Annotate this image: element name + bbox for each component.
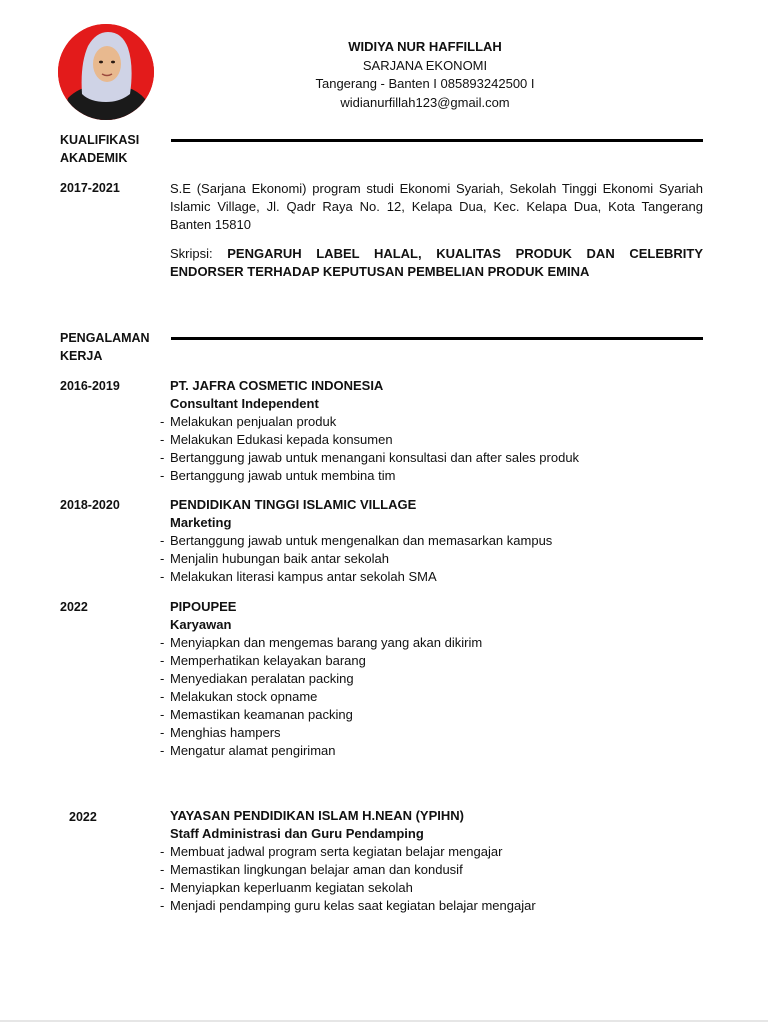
task-item: - Menyiapkan dan mengemas barang yang akan dikirim: [160, 635, 483, 650]
task-item: - Melakukan penjualan produk: [160, 414, 337, 429]
education-heading: KUALIFIKASI AKADEMIK: [60, 133, 140, 165]
task-item: - Menghias hampers: [160, 725, 281, 740]
task-item: - Memastikan lingkungan belajar aman dan kondusif: [160, 862, 463, 877]
job-year: 2022: [60, 600, 88, 614]
task-item: - Menjalin hubungan baik antar sekolah: [160, 551, 389, 566]
education-description: S.E (Sarjana Ekonomi) program studi Ekonomi Syariah, Sekolah Tinggi Ekonomi Syariah Islamic Village, Jl. Qadr Raya No. 12, Kelapa Dua, Kec. Kelapa Dua, Kota Tangerang Banten 15810: [170, 181, 703, 232]
task-item: - Memastikan keamanan packing: [160, 707, 353, 722]
task-item: - Bertanggung jawab untuk mengenalkan dan memasarkan kampus: [160, 533, 553, 548]
experience-rule: [171, 337, 703, 340]
job-org: YAYASAN PENDIDIKAN ISLAM H.NEAN (YPIHN): [170, 808, 464, 823]
resume-header: [240, 38, 610, 112]
job-year: 2022: [69, 810, 97, 824]
applicant-degree: SARJANA EKONOMI: [362, 57, 488, 73]
task-item: - Melakukan stock opname: [160, 689, 318, 704]
education-year: 2017-2021: [60, 181, 120, 195]
job-role: Staff Administrasi dan Guru Pendamping: [170, 826, 424, 841]
job-org: PT. JAFRA COSMETIC INDONESIA: [170, 378, 384, 393]
applicant-name: WIDIYA NUR HAFFILLAH: [348, 39, 502, 54]
thesis-label: Skripsi:: [170, 246, 228, 261]
job-role: Consultant Independent: [170, 396, 319, 411]
applicant-contact: Tangerang - Banten I 085893242500 I: [315, 76, 535, 91]
task-item: - Menjadi pendamping guru kelas saat kegiatan belajar mengajar: [160, 898, 536, 913]
job-entry: [160, 807, 720, 915]
job-year: 2016-2019: [60, 379, 120, 393]
experience-heading: PENGALAMAN KERJA: [60, 331, 150, 363]
task-item: - Bertanggung jawab untuk menangani konsultasi dan after sales produk: [160, 450, 580, 465]
job-tasks: [160, 532, 720, 586]
task-item: - Melakukan Edukasi kepada konsumen: [160, 432, 393, 447]
education-rule: [171, 139, 703, 142]
applicant-email: widianurfillah123@gmail.com: [340, 94, 510, 110]
job-org: PENDIDIKAN TINGGI ISLAMIC VILLAGE: [170, 497, 417, 512]
job-entry: [160, 377, 720, 485]
job-role: Karyawan: [170, 617, 232, 632]
task-item: - Menyediakan peralatan packing: [160, 671, 354, 686]
job-tasks: [160, 413, 720, 485]
job-entry: [160, 496, 720, 586]
job-year: 2018-2020: [60, 498, 120, 512]
page-bottom-border: [0, 1020, 768, 1022]
task-item: - Bertanggung jawab untuk membina tim: [160, 468, 396, 483]
task-item: - Membuat jadwal program serta kegiatan belajar mengajar: [160, 844, 503, 859]
thesis-title: PENGARUH LABEL HALAL, KUALITAS PRODUK DAN CELEBRITY ENDORSER TERHADAP KEPUTUSAN PEMBELIAN PRODUK EMINA: [170, 246, 703, 279]
job-role: Marketing: [170, 515, 232, 530]
task-item: - Menyiapkan keperluanm kegiatan sekolah: [160, 880, 413, 895]
task-item: - Melakukan literasi kampus antar sekolah SMA: [160, 569, 437, 584]
thesis: [170, 245, 703, 281]
task-item: - Memperhatikan kelayakan barang: [160, 653, 366, 668]
job-org: PIPOUPEE: [170, 599, 237, 614]
job-tasks: [160, 634, 720, 760]
task-item: - Mengatur alamat pengiriman: [160, 743, 336, 758]
job-tasks: [160, 843, 720, 915]
job-entry: [160, 598, 720, 760]
profile-photo: [58, 24, 154, 120]
